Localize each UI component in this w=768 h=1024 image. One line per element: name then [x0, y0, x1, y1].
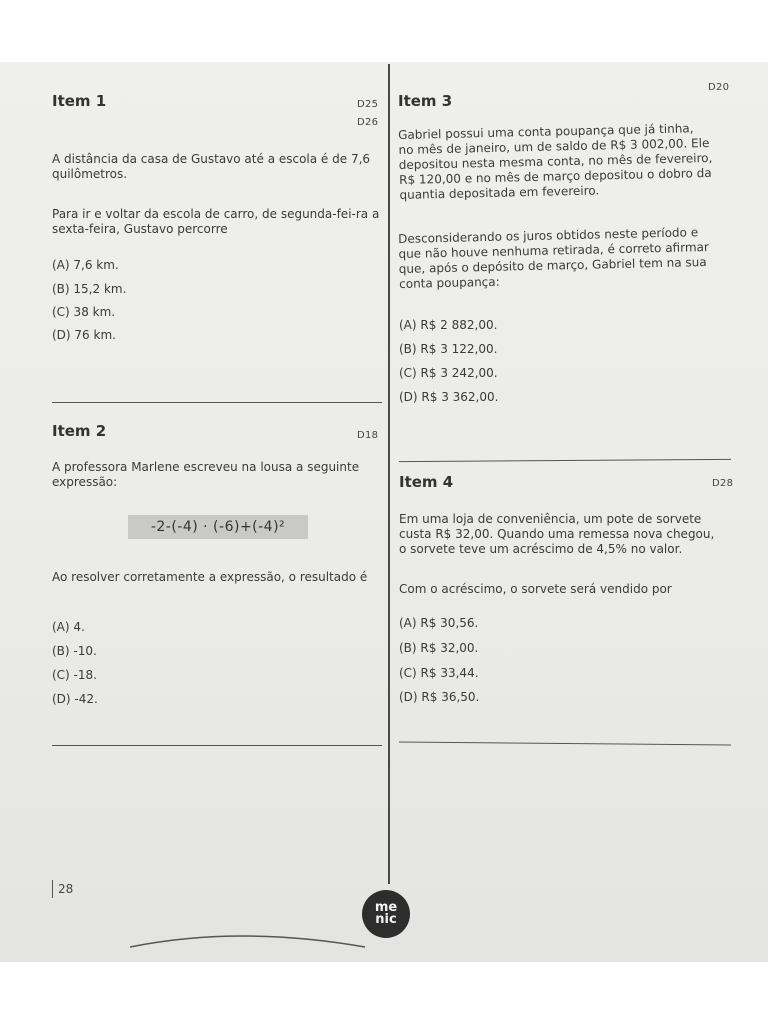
item3-code: D20: [708, 82, 730, 93]
item1-option-b[interactable]: (B) 15,2 km.: [52, 282, 127, 296]
item3-line-4: R$ 120,00 e no mês de março depositou o dobro da: [399, 165, 712, 187]
page-number: 28: [58, 882, 74, 896]
item1-option-c[interactable]: (C) 38 km.: [52, 305, 116, 319]
page-curve-line: [130, 925, 370, 950]
item1-option-a[interactable]: (A) 7,6 km.: [52, 258, 119, 272]
item2-question: Ao resolver corretamente a expressão, o resultado é: [52, 570, 368, 584]
item3-question: [398, 224, 739, 292]
item3-statement: [398, 120, 740, 203]
item3-option-b[interactable]: (B) R$ 3 122,00.: [399, 342, 498, 356]
item3-line-2: no mês de janeiro, um de saldo de R$ 3 002,00. Ele: [398, 135, 710, 157]
item2-statement: A professora Marlene escreveu na lousa a seguinte expressão:: [52, 460, 360, 489]
item3-option-d[interactable]: (D) R$ 3 362,00.: [399, 390, 499, 404]
item3-q-line-3: que, após o depósito de março, Gabriel tem na sua: [398, 255, 707, 276]
logo-bottom-text: nic: [375, 912, 397, 927]
item1-statement: A distância da casa de Gustavo até a escola é de 7,6 quilômetros.: [52, 152, 371, 181]
item3-option-a[interactable]: (A) R$ 2 882,00.: [399, 318, 498, 332]
item1-option-d[interactable]: (D) 76 km.: [52, 328, 116, 342]
item4-code: D28: [712, 478, 734, 489]
item4-option-c[interactable]: (C) R$ 33,44.: [399, 666, 479, 680]
item2-option-b[interactable]: (B) -10.: [52, 644, 97, 658]
item2-option-a[interactable]: (A) 4.: [52, 620, 85, 634]
item3-line-5: quantia depositada em fevereiro.: [399, 183, 600, 202]
item4-line-2: custa R$ 32,00. Quando uma remessa nova chegou,: [399, 527, 715, 541]
item1-question: Para ir e voltar da escola de carro, de segunda-fei-ra a sexta-feira, Gustavo percorre: [52, 207, 380, 236]
item1-separator: [52, 402, 382, 403]
item3-line-3: depositou nesta mesma conta, no mês de fevereiro,: [398, 150, 713, 172]
item4-option-d[interactable]: (D) R$ 36,50.: [399, 690, 480, 704]
item4-statement: [399, 512, 739, 557]
item3-q-line-4: conta poupança:: [399, 274, 500, 291]
item3-title: Item 3: [398, 92, 453, 110]
item3-line-1: Gabriel possui uma conta poupança que já tinha,: [398, 121, 694, 142]
item1-title: Item 1: [52, 92, 107, 110]
item3-q-line-1: Desconsiderando os juros obtidos neste período e: [398, 225, 699, 246]
item1-code-1: D25: [357, 99, 379, 110]
item2-code: D18: [357, 430, 379, 441]
item4-line-3: o sorvete teve um acréscimo de 4,5% no valor.: [399, 542, 683, 556]
item4-line-1: Em uma loja de conveniência, um pote de sorvete: [399, 512, 702, 526]
item4-title: Item 4: [399, 473, 454, 491]
item2-title: Item 2: [52, 422, 107, 440]
item3-option-c[interactable]: (C) R$ 3 242,00.: [399, 366, 498, 380]
item4-question: Com o acréscimo, o sorvete será vendido por: [399, 582, 672, 596]
item2-option-d[interactable]: (D) -42.: [52, 692, 98, 706]
column-divider: [388, 64, 390, 884]
page-number-bar: [52, 880, 53, 898]
item3-q-line-2: que não houve nenhuma retirada, é correto afirmar: [398, 239, 709, 261]
item2-option-c[interactable]: (C) -18.: [52, 668, 97, 682]
item1-code-2: D26: [357, 117, 379, 128]
item4-option-a[interactable]: (A) R$ 30,56.: [399, 616, 479, 630]
logo-top-text: me: [374, 900, 398, 915]
item4-option-b[interactable]: (B) R$ 32,00.: [399, 641, 479, 655]
item2-separator: [52, 745, 382, 746]
item2-expression: -2-(-4) · (-6)+(-4)²: [128, 515, 308, 539]
